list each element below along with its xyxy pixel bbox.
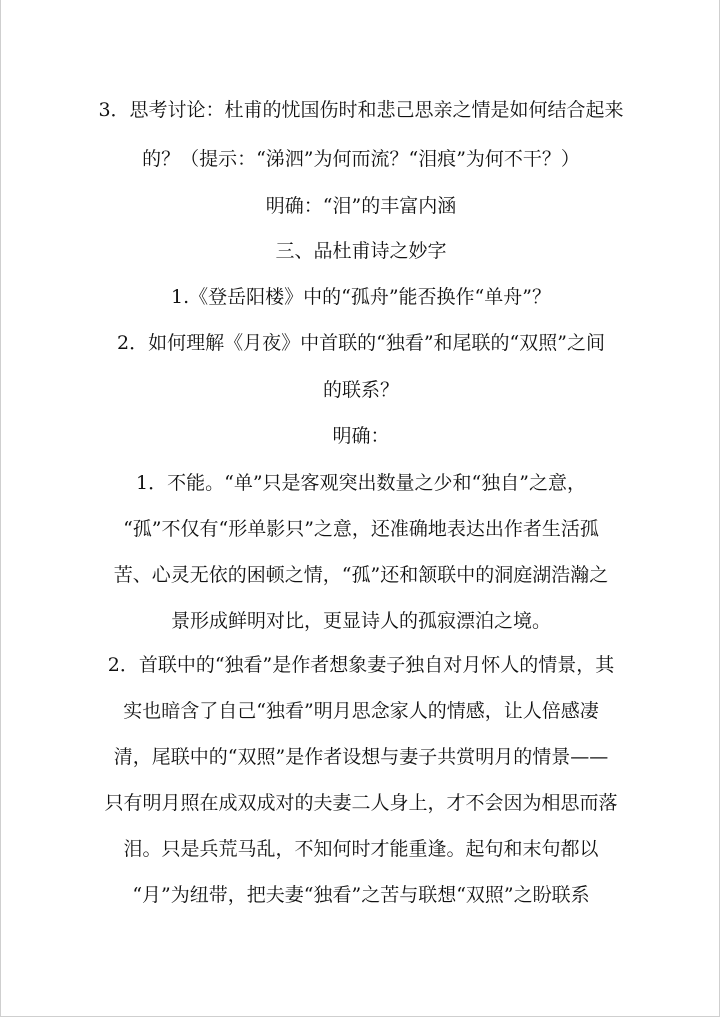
text-line-discussion-question: 3．思考讨论：杜甫的忧国伤时和悲己思亲之情是如何结合起来	[98, 99, 624, 121]
text-line-answer-1: 1．不能。“单”只是客观突出数量之少和“独自”之意，	[136, 472, 586, 494]
section-heading: 三、品杜甫诗之妙字	[275, 240, 447, 262]
text-line-answer-2-cont: “月”为纽带，把夫妻“独看”之苦与联想“双照”之盼联系	[132, 884, 590, 906]
text-line-answer-1-cont: 景形成鲜明对比，更显诗人的孤寂漂泊之境。	[170, 610, 551, 632]
text-line-answer-2-cont: 只有明月照在成双成对的夫妻二人身上，才不会因为相思而落	[104, 792, 618, 814]
text-line-answer-tears: 明确：“泪”的丰富内涵	[265, 195, 457, 217]
text-line-answer-1-cont: 苦、心灵无依的困顿之情，“孤”还和颔联中的洞庭湖浩瀚之	[113, 564, 609, 586]
text-line-answer-2-cont: 泪。只是兵荒马乱，不知何时才能重逢。起句和末句都以	[123, 838, 599, 860]
text-line-question-1: 1.《登岳阳楼》中的“孤舟”能否换作“单舟”？	[171, 286, 551, 308]
text-line-question-2: 2．如何理解《月夜》中首联的“独看”和尾联的“双照”之间	[117, 332, 605, 354]
text-line-answer-1-cont: “孤”不仅有“形单影只”之意，还准确地表达出作者生活孤	[123, 518, 599, 540]
text-line-answer-2: 2．首联中的“独看”是作者想象妻子独自对月怀人的情景，其	[107, 654, 615, 676]
text-line-discussion-hint: 的？（提示：“涕泗”为何而流？“泪痕”为何不干？）	[142, 148, 580, 170]
text-line-question-2-cont: 的联系？	[322, 379, 399, 401]
text-line-answer-label: 明确：	[332, 425, 390, 447]
text-line-answer-2-cont: 清，尾联中的“双照”是作者设想与妻子共赏明月的情景——	[113, 746, 609, 768]
text-line-answer-2-cont: 实也暗含了自己“独看”明月思念家人的情感，让人倍感凄	[123, 700, 599, 722]
